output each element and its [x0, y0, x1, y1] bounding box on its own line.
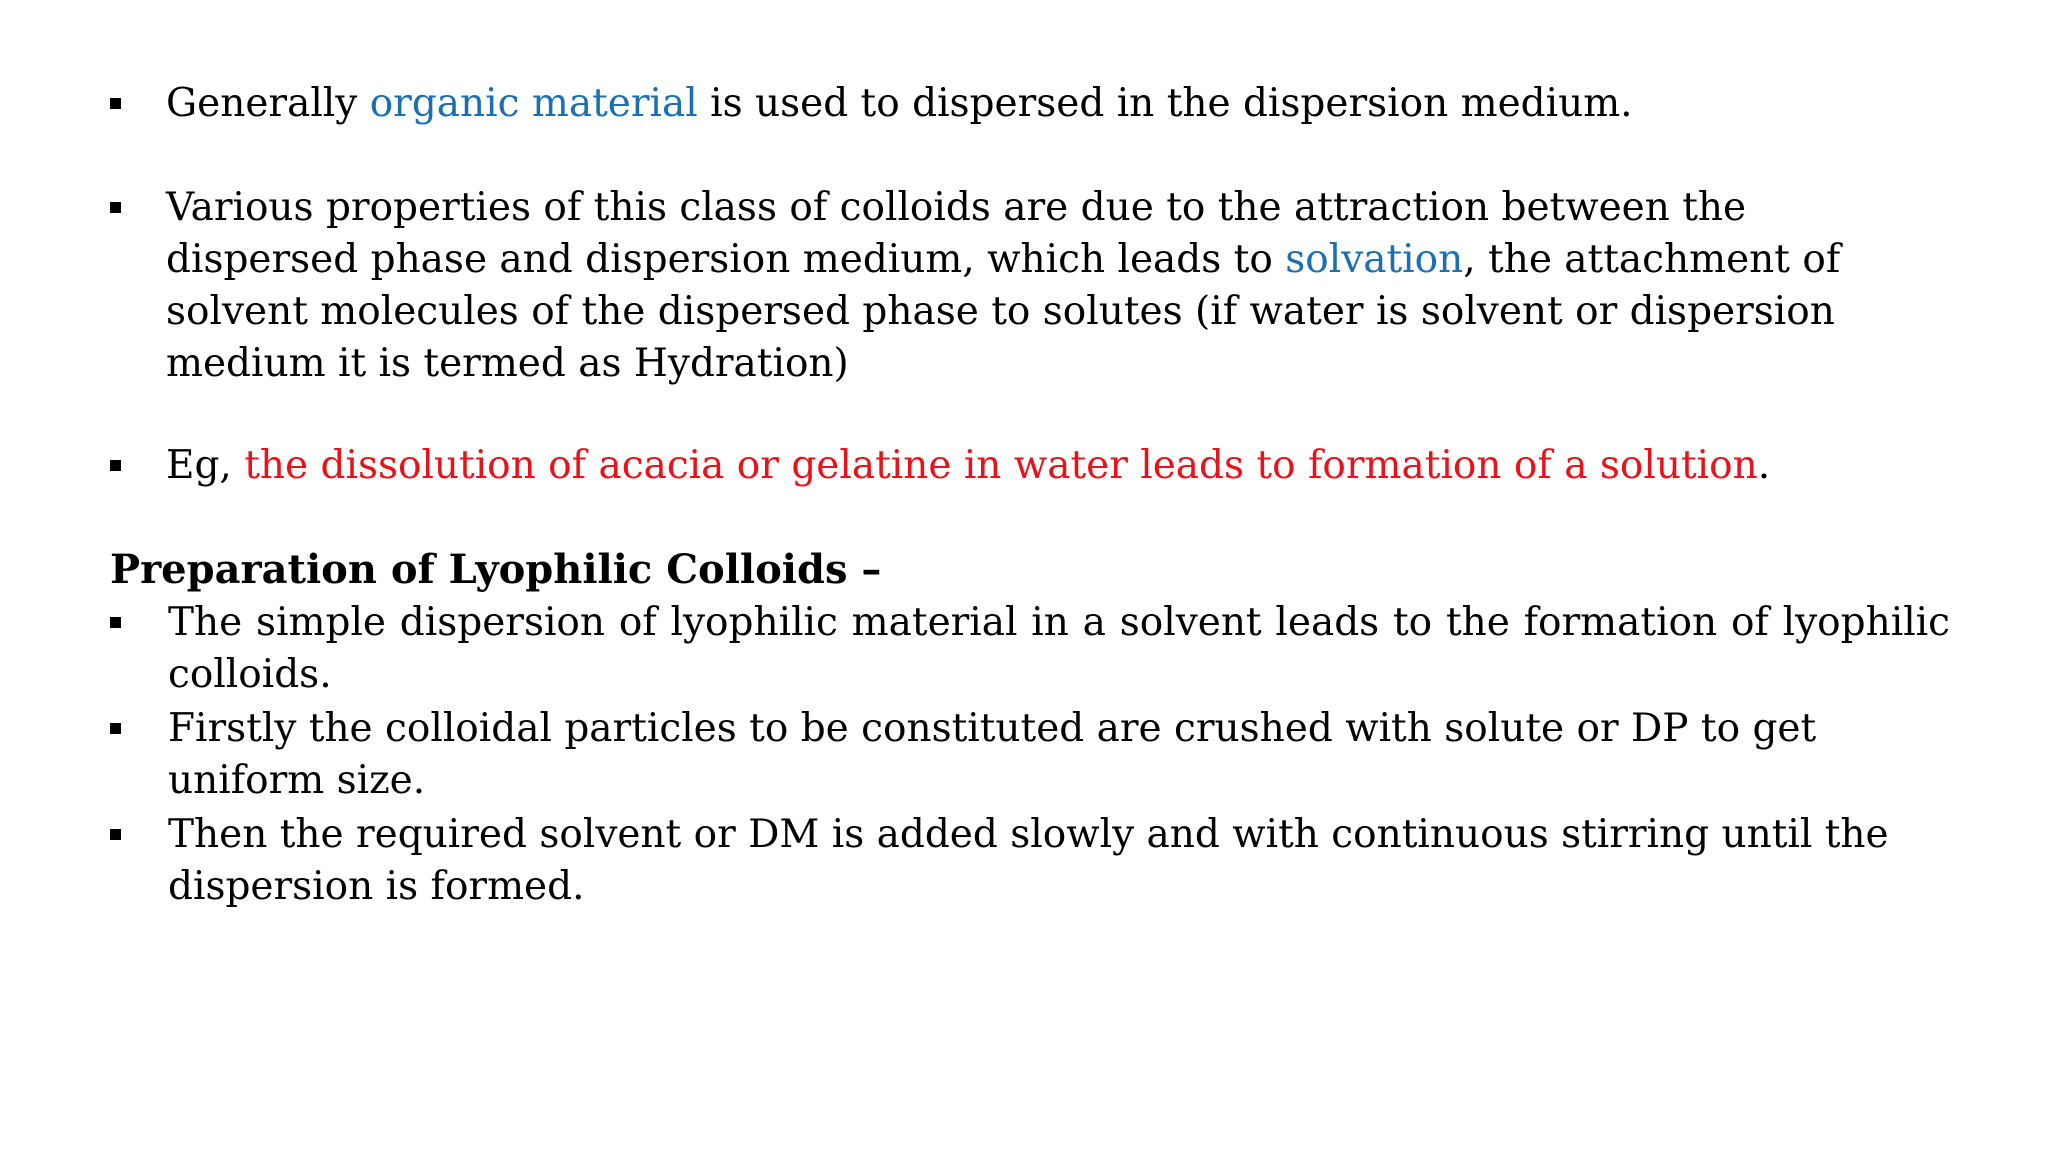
bullet-text-before: Various properties of this class of colloids are due to the attraction between the dispersed phase and dispersion medium, which leads to [166, 185, 1747, 282]
bullet-text-after: , the attachment of solvent molecules of the dispersed phase to solutes (if water is solvent or dispersion medium it is termed as Hydration) [166, 237, 1841, 386]
highlight-solvation: solvation [1285, 237, 1464, 282]
bullet-text-after: . [1757, 443, 1771, 488]
bullet-text-after: is used to dispersed in the dispersion medium. [697, 81, 1633, 126]
bullet-text [166, 78, 1950, 130]
bullet-text-before: Eg, [166, 443, 245, 488]
prep-item-text: Then the required solvent or DM is added slowly and with continuous stirring until the dispersion is formed. [168, 812, 1889, 909]
highlight-organic-material: organic material [369, 81, 698, 126]
square-bullet-icon [110, 723, 121, 734]
square-bullet-icon [110, 460, 121, 471]
bullet-text [166, 440, 1950, 492]
square-bullet-icon [110, 829, 121, 840]
section-heading: Preparation of Lyophilic Colloids – [110, 546, 882, 593]
square-bullet-icon [110, 98, 121, 109]
bullet-text-before: Generally [166, 81, 370, 126]
square-bullet-icon [110, 617, 121, 628]
square-bullet-icon [110, 202, 121, 213]
prep-item-text: The simple dispersion of lyophilic material in a solvent leads to the formation of lyophilic colloids. [168, 600, 1950, 697]
prep-item-text: Firstly the colloidal particles to be constituted are crushed with solute or DP to get uniform size. [168, 706, 1817, 803]
highlight-example-text: the dissolution of acacia or gelatine in water leads to formation of a solution [244, 443, 1758, 488]
bullet-text [166, 182, 1950, 390]
